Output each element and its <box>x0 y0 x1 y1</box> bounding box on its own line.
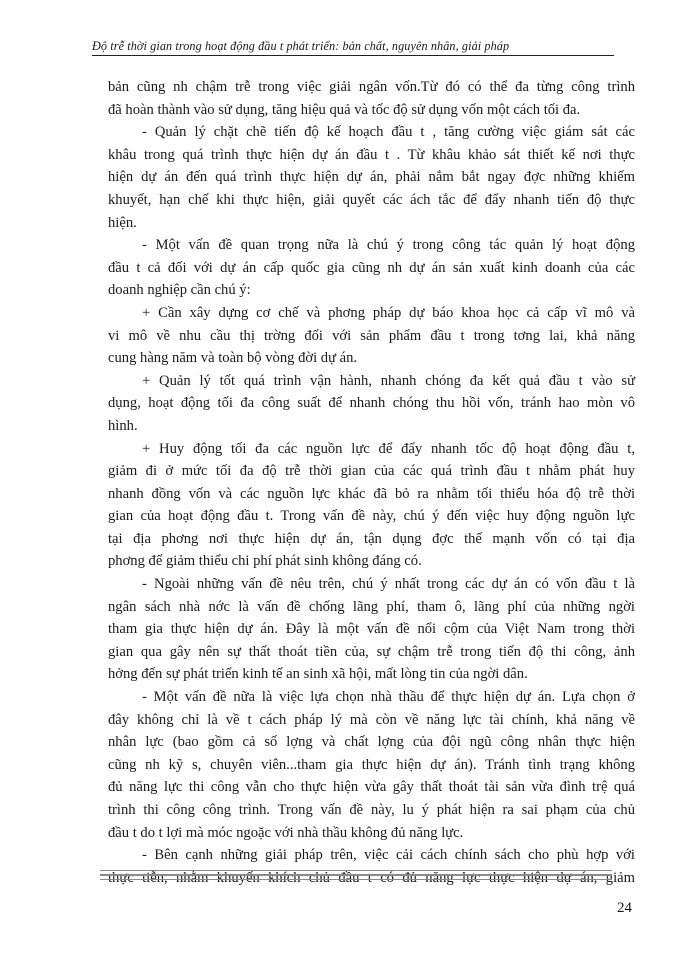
page-number: 24 <box>617 900 632 916</box>
text-line: + Quản lý tốt quá trình vận hành, nhanh chóng đa kết quả đầu t vào sử <box>142 372 635 389</box>
text-line: cũng nh kỹ s, chuyên viên...tham gia thực hiện dự án). Tránh tình trạng không <box>108 756 635 773</box>
text-line: phơng để giảm thiểu chi phí phát sinh không đáng có. <box>108 553 422 570</box>
header-divider <box>92 55 614 56</box>
text-line: + Huy động tối đa các nguồn lực để đẩy nhanh tốc độ hoạt động đầu t, <box>142 440 635 457</box>
text-line: trình thi công công trình. Trong vấn đề này, lu ý phát hiện ra sai phạm của chủ <box>108 802 635 818</box>
footer-divider-lower <box>100 879 612 880</box>
text-line: - Ngoài những vấn đề nêu trên, chú ý nhất trong các dự án có vốn đầu t là <box>142 576 635 593</box>
text-line: nhanh đồng vốn và các nguồn lực khác đã bỏ ra nhằm tối thiểu hóa độ trễ thời <box>108 485 635 502</box>
text-line: đã hoàn thành vào sử dụng, tăng hiệu quả và tốc độ sử dụng vốn một cách tối đa. <box>108 101 581 118</box>
text-line: hởng đến sự phát triển kinh tế an sinh xã hội, mất lòng tin của ngời dân. <box>108 666 528 683</box>
text-line: cung hàng năm và toàn bộ vòng đời dự án. <box>108 350 358 367</box>
text-line: gian qua gây nên sự thất thoát tiền của, sự chậm trễ trong tiến độ thi công, ảnh <box>108 643 635 660</box>
text-line: dụng, hoạt động tối đa công suất để nhanh chóng thu hồi vốn, tránh hao mòn vô <box>108 395 635 412</box>
text-line: vi mô về nhu cầu thị trờng đối với sản phẩm đầu t trong tơng lai, khả năng <box>108 327 635 344</box>
text-line: hiện. <box>108 214 137 231</box>
text-line: khuyết, hạn chế khi thực hiện, giải quyết các ách tắc để đẩy nhanh tiến độ thực <box>108 191 635 208</box>
text-line: - Một vấn đề nữa là việc lựa chọn nhà thầu để thực hiện dự án. Lựa chọn ở <box>142 689 635 706</box>
text-line: hình. <box>108 417 138 434</box>
footer-divider <box>100 870 612 871</box>
text-line: - Một vấn đề quan trọng nữa là chú ý trong công tác quản lý hoạt động <box>142 237 635 254</box>
text-line: bản cũng nh chậm trễ trong việc giải ngân vốn.Từ đó có thể đa từng công trình <box>108 79 635 95</box>
text-line: gian của hoạt động đầu t. Trong vấn đề này, chú ý đến việc huy động nguồn lực <box>108 508 635 525</box>
text-line: hiện dự án đến quá trình thực hiện dự án, phải nắm bắt ngay đợc những khiếm <box>108 169 635 186</box>
text-line: + Cần xây dựng cơ chế và phơng pháp dự báo khoa học cả cấp vĩ mô và <box>142 304 635 321</box>
text-line: tham gia thực hiện dự án. Đây là một vấn đề nổi cộm của Việt Nam trong thời <box>108 621 635 638</box>
text-line: doanh nghiệp cần chú ý: <box>108 282 251 299</box>
running-header: Độ trễ thời gian trong hoạt động đầu t phát triển: bản chất, nguyên nhân, giải pháp <box>92 39 510 53</box>
text-line: đây không chỉ là về t cách pháp lý mà còn về năng lực tài chính, khả năng về <box>108 711 635 728</box>
text-line: đầu t cả đối với dự án cấp quốc gia cũng nh dự án sản xuất kinh doanh của các <box>108 259 635 276</box>
text-line: - Bên cạnh những giải pháp trên, việc cải cách chính sách cho phù hợp với <box>142 847 635 864</box>
body-text <box>108 76 635 889</box>
text-line: tại địa phơng nơi thực hiện dự án, tận dụng đợc thế mạnh vốn có tại địa <box>108 530 635 547</box>
text-line: - Quản lý chặt chẽ tiến độ kế hoạch đầu t , tăng cường việc giám sát các <box>142 124 635 141</box>
text-line: ngân sách nhà nớc là vấn đề chống lãng phí, tham ô, lãng phí của những ngời <box>108 598 635 615</box>
text-line: khâu trong quá trình thực hiện dự án đầu t . Từ khâu khảo sát thiết kế nơi thực <box>108 146 635 163</box>
text-line: đủ năng lực thi công vẫn cho thực hiện vừa gây thất thoát tài sản vừa đình trệ quá <box>108 779 635 796</box>
footer-divider-thick <box>100 874 612 876</box>
text-line: thực tiễn, nhằm khuyến khích chủ đầu t có đủ năng lực thực hiện dự án, giảm <box>108 869 635 886</box>
text-line: giảm đi ở mức tối đa độ trễ thời gian của các quá trình đầu t nhằm phát huy <box>108 463 635 480</box>
text-line: đầu t do t lợi mà móc ngoặc với nhà thầu không đủ năng lực. <box>108 824 464 841</box>
text-line: nhân lực (bao gồm cả số lợng và chất lợng của đội ngũ công nhân thực hiện <box>108 734 635 751</box>
